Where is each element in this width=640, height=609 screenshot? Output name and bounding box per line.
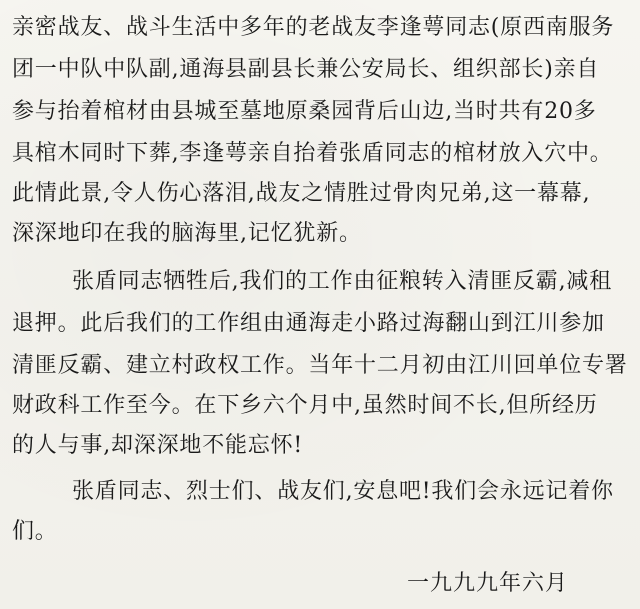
text-line-12: 张盾同志、烈士们、战友们,安息吧!我们会永远记着你 xyxy=(72,479,614,504)
text-line-10: 财政科工作至今。在下乡六个月中,虽然时间不长,但所经历 xyxy=(12,393,598,418)
text-line-13: 们。 xyxy=(12,519,58,544)
text-line-3: 参与抬着棺材由县城至墓地原桑园背后山边,当时共有20多 xyxy=(12,99,597,124)
text-line-7: 张盾同志牺牲后,我们的工作由征粮转入清匪反霸,减租 xyxy=(72,269,612,294)
text-line-5: 此情此景,令人伤心落泪,战友之情胜过骨肉兄弟,这一幕幕, xyxy=(12,181,591,206)
text-line-8: 退押。此后我们的工作组由通海走小路过海翻山到江川参加 xyxy=(12,311,605,336)
text-line-9: 清匪反霸、建立村政权工作。当年十二月初由江川回单位专署 xyxy=(12,353,628,378)
text-line-11: 的人与事,却深深地不能忘怀! xyxy=(12,433,304,458)
text-line-2: 团一中队中队副,通海县副县长兼公安局长、组织部长)亲自 xyxy=(12,57,600,82)
text-line-4: 具棺木同时下葬,李逢萼亲自抬着张盾同志的棺材放入穴中。 xyxy=(12,141,613,166)
text-line-1: 亲密战友、战斗生活中多年的老战友李逢萼同志(原西南服务 xyxy=(12,15,615,40)
document-date: 一九九九年六月 xyxy=(406,571,568,596)
text-line-6: 深深地印在我的脑海里,记忆犹新。 xyxy=(12,221,362,246)
